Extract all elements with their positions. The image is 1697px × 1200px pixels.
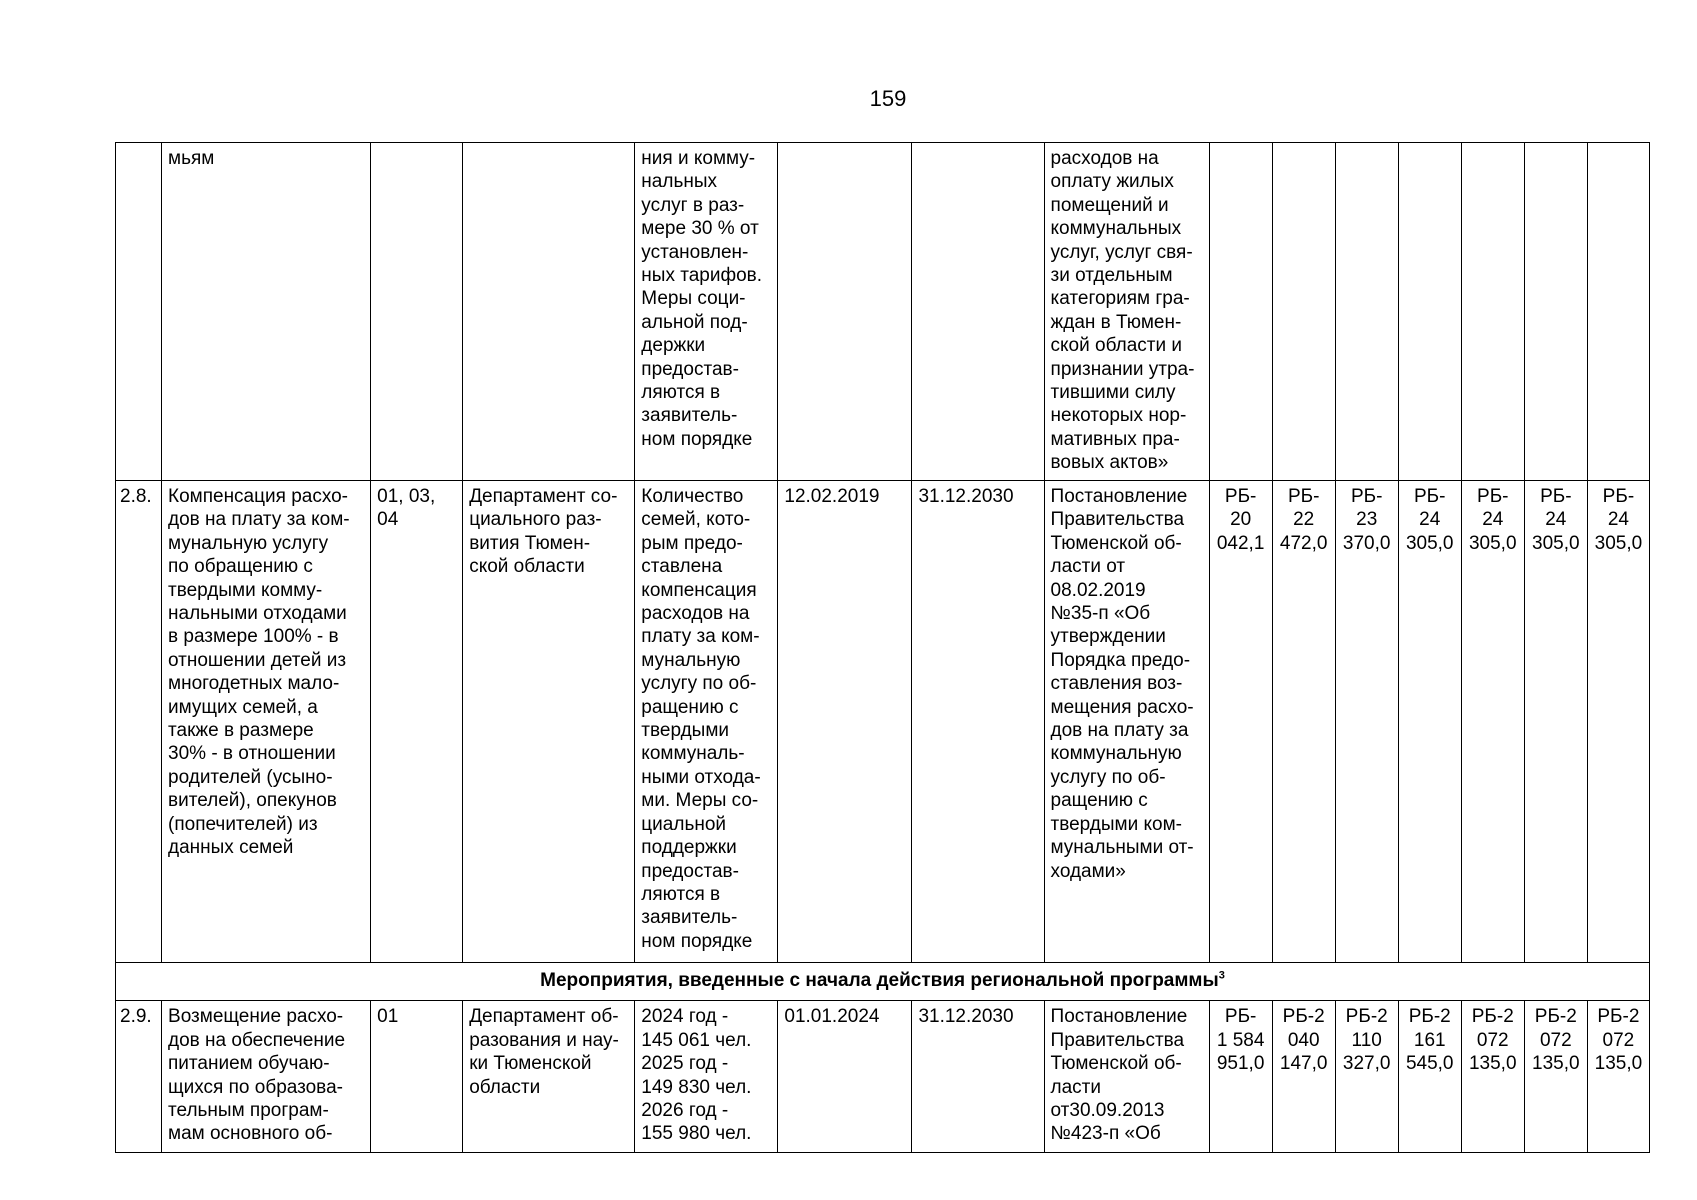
section-row [116,963,1650,1001]
cell-executor: Департамент об- разования и нау- ки Тюменской области [463,1001,635,1153]
table-row-continuation [116,143,1650,481]
program-table [115,142,1650,1153]
cell-name: Компенсация расхо- дов на плату за ком- мунальную услугу по обращению с твердыми комму- нальными отходами в размере 100% - в отношении детей из многодетных мало- имущих семей, а также в размере 30% - в отношении родителей (усыно- вителей), опекунов (попечителей) из данных семей [162,481,371,963]
cell-indicator: ния и комму- нальных услуг в раз- мере 30 % от установлен- ных тарифов. Меры соци- альной под- держки предостав- ляются в заявитель- ном порядке [635,143,778,481]
cell-amount-2028: РБ-2 072 135,0 [1461,1001,1524,1153]
cell-name: мьям [162,143,371,481]
cell-amount-2025: РБ- 24 305,0 [1587,481,1649,963]
cell-end: 31.12.2030 [912,1001,1044,1153]
cell-end [912,143,1044,481]
cell-num: 2.9. [116,1001,162,1153]
cell-amount-2029: РБ-2 072 135,0 [1524,1001,1587,1153]
cell-num [116,143,162,481]
cell-start: 12.02.2019 [778,481,912,963]
cell-amount [1272,143,1335,481]
cell-basis: Постановление Правительства Тюменской об- ласти от30.09.2013 №423-п «Об [1044,1001,1209,1153]
cell-start [778,143,912,481]
cell-amount-2021: РБ- 23 370,0 [1335,481,1398,963]
table-row-2-8 [116,481,1650,963]
cell-amount-2024: РБ- 24 305,0 [1524,481,1587,963]
cell-amount [1587,143,1649,481]
cell-amount-2022: РБ- 24 305,0 [1398,481,1461,963]
cell-end: 31.12.2030 [912,481,1044,963]
cell-basis: Постановление Правительства Тюменской об- ласти от 08.02.2019 №35-п «Об утверждении Порядка предо- ставления воз- мещения расхо- дов на плату за коммунальную услугу по об- ращению с твердыми ком- мунальными от- ходами» [1044,481,1209,963]
cell-codes [371,143,463,481]
cell-amount [1524,143,1587,481]
section-heading [116,963,1650,1001]
cell-indicator: 2024 год - 145 061 чел. 2025 год - 149 830 чел. 2026 год - 155 980 чел. [635,1001,778,1153]
cell-amount-2020: РБ- 22 472,0 [1272,481,1335,963]
table-row-2-9 [116,1001,1650,1153]
section-title: Мероприятия, введенные с начала действия региональной программы [540,970,1219,991]
cell-amount-2023: РБ- 24 305,0 [1461,481,1524,963]
cell-amount [1398,143,1461,481]
cell-amount-2024: РБ- 1 584 951,0 [1209,1001,1272,1153]
cell-executor: Департамент со- циального раз- вития Тюмен- ской области [463,481,635,963]
cell-amount-2030: РБ-2 072 135,0 [1587,1001,1649,1153]
cell-amount-2019: РБ- 20 042,1 [1209,481,1272,963]
cell-amount-2026: РБ-2 110 327,0 [1335,1001,1398,1153]
cell-amount [1335,143,1398,481]
cell-codes: 01 [371,1001,463,1153]
cell-indicator: Количество семей, кото- рым предо- ставлена компенсация расходов на плату за ком- мунальную услугу по об- ращению с твердыми коммуналь- ными отхода- ми. Меры со- циальной поддержки предостав- ляются в заявитель- ном порядке [635,481,778,963]
cell-amount-2027: РБ-2 161 545,0 [1398,1001,1461,1153]
cell-basis: расходов на оплату жилых помещений и коммунальных услуг, услуг свя- зи отдельным категориям гра- ждан в Тюмен- ской области и признании утра- тившими силу некоторых нор- мативных пра- вовых актов» [1044,143,1209,481]
page-number: 159 [869,86,907,111]
footnote-marker: 3 [1218,969,1225,982]
cell-start: 01.01.2024 [778,1001,912,1153]
cell-name: Возмещение расхо- дов на обеспечение питанием обучаю- щихся по образова- тельным програм- мам основного об- [162,1001,371,1153]
cell-amount-2025: РБ-2 040 147,0 [1272,1001,1335,1153]
cell-num: 2.8. [116,481,162,963]
cell-amount [1461,143,1524,481]
cell-amount [1209,143,1272,481]
cell-executor [463,143,635,481]
cell-codes: 01, 03, 04 [371,481,463,963]
